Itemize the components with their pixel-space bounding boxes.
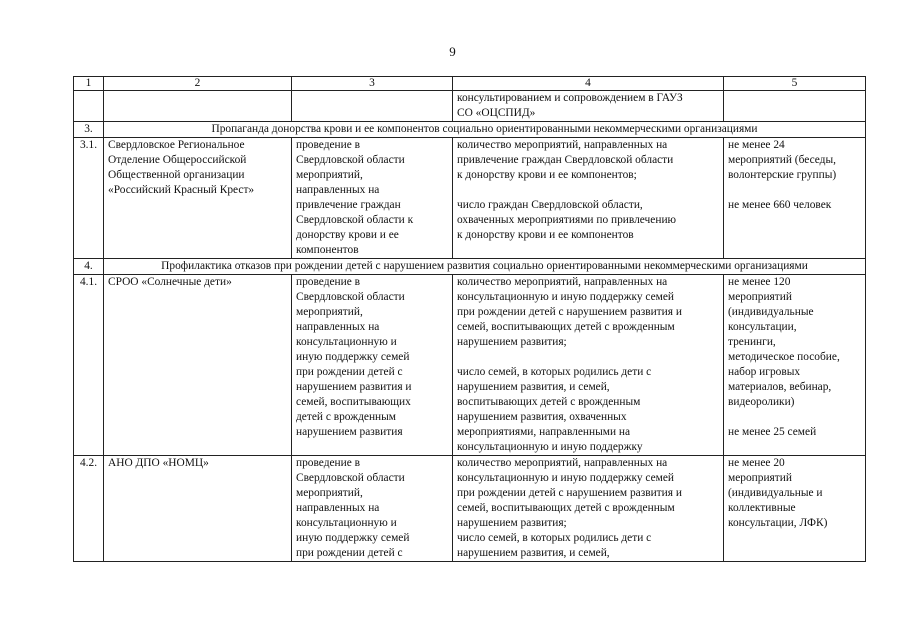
section-row [74, 122, 866, 138]
row-number: 4.1. [74, 275, 104, 456]
row-number: 3.1. [74, 138, 104, 259]
target-text: не менее 25 семей [728, 426, 817, 438]
continuation-row [74, 91, 866, 122]
empty-cell [292, 91, 453, 122]
activities-table [73, 76, 866, 562]
target-cell [724, 138, 866, 259]
target-cell [724, 275, 866, 456]
indicator-text: количество мероприятий, направленных на привлечение граждан Свердловской области к донорству крови и ее компонентов; [457, 139, 674, 181]
organization-cell: Свердловское Региональное Отделение Общероссийской Общественной организации «Российский Красный Крест» [104, 138, 292, 259]
organization-cell: АНО ДПО «НОМЦ» [104, 456, 292, 562]
empty-cell [724, 91, 866, 122]
organization-cell: СРОО «Солнечные дети» [104, 275, 292, 456]
activity-cell: проведение в Свердловской области мероприятий, направленных на привлечение граждан Свердловской области к донорству крови и ее компонентов [292, 138, 453, 259]
target-cell [724, 456, 866, 562]
indicator-text: число семей, в которых родились дети с нарушением развития, и семей, воспитывающих детей с врожденным нарушением развития, охваченных мероприятиями, направленными на консультационную и иную поддержку [457, 366, 652, 453]
indicator-cell [453, 138, 724, 259]
activity-cell: проведение в Свердловской области мероприятий, направленных на консультационную и иную поддержку семей при рождении детей с [292, 456, 453, 562]
indicator-text: число граждан Свердловской области, охваченных мероприятиями по привлечению к донорству крови и ее компонентов [457, 199, 677, 241]
section-title: Пропаганда донорства крови и ее компонентов социально ориентированными некоммерческими организациями [104, 122, 866, 138]
column-header-row [74, 77, 866, 91]
table-row [74, 138, 866, 259]
indicator-text: количество мероприятий, направленных на консультационную и иную поддержку семей при рождении детей с нарушением развития и семей, воспитывающих детей с врожденным нарушением развития; [457, 276, 682, 348]
target-text: не менее 120 мероприятий (индивидуальные консультации, тренинги, методическое пособие, набор игровых материалов, вебинар, видеоролики) [728, 276, 840, 408]
indicator-cell [453, 456, 724, 562]
section-title: Профилактика отказов при рождении детей с нарушением развития социально ориентированными некоммерческими организациями [104, 259, 866, 275]
section-number: 3. [74, 122, 104, 138]
empty-cell [104, 91, 292, 122]
indicator-cell [453, 275, 724, 456]
indicator-cell: консультированием и сопровождением в ГАУЗ СО «ОЦСПИД» [453, 91, 724, 122]
table-row [74, 275, 866, 456]
table-row [74, 456, 866, 562]
row-number: 4.2. [74, 456, 104, 562]
column-header: 3 [292, 77, 453, 91]
activity-cell: проведение в Свердловской области мероприятий, направленных на консультационную и иную поддержку семей при рождении детей с нарушением развития и семей, воспитывающих детей с врожденным нарушением развития [292, 275, 453, 456]
column-header: 4 [453, 77, 724, 91]
section-number: 4. [74, 259, 104, 275]
target-text: не менее 24 мероприятий (беседы, волонтерские группы) [728, 139, 837, 181]
indicator-text: количество мероприятий, направленных на консультационную и иную поддержку семей при рождении детей с нарушением развития и семей, воспитывающих детей с врожденным нарушением развития; [457, 457, 682, 529]
page-number: 9 [449, 44, 456, 59]
column-header: 5 [724, 77, 866, 91]
target-text: не менее 20 мероприятий (индивидуальные и коллективные консультации, ЛФК) [728, 457, 828, 529]
column-header: 1 [74, 77, 104, 91]
empty-cell [74, 91, 104, 122]
column-header: 2 [104, 77, 292, 91]
indicator-text: число семей, в которых родились дети с нарушением развития, и семей, [457, 532, 652, 559]
section-row [74, 259, 866, 275]
target-text: не менее 660 человек [728, 199, 832, 211]
